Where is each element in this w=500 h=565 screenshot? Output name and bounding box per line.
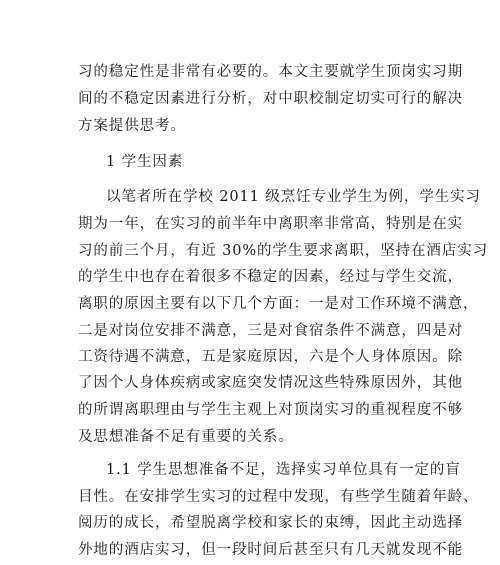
paragraph-line: 及思想准备不足有重要的关系。 [78, 429, 294, 445]
paragraph-line: 期为一年，在实习的前半年中离职率非常高，特别是在实 [78, 216, 463, 232]
paragraph-line: 二是对岗位安排不满意，三是对食宿条件不满意，四是对 [78, 323, 463, 339]
paragraph-line: 的学生中也存在着很多不稳定的因素，经过与学生交流， [78, 269, 463, 285]
paragraph-line: 习的稳定性是非常有必要的。本文主要就学生顶岗实习期 [78, 64, 463, 80]
paragraph-line: 习的前三个月，有近 30%的学生要求离职，坚持在酒店实习 [78, 243, 489, 259]
paragraph-line: 方案提供思考。 [78, 118, 186, 134]
paragraph-line: 目性。在安排学生实习的过程中发现，有些学生随着年龄、 [78, 489, 479, 505]
paragraph-line: 工资待遇不满意，五是家庭原因，六是个人身体原因。除 [78, 349, 463, 365]
paragraph-line: 间的不稳定因素进行分析，对中职校制定切实可行的解决 [78, 91, 463, 107]
section-heading: 1 学生因素 [106, 154, 184, 170]
paragraph-line: 的所谓离职理由与学生主观上对顶岗实习的重视程度不够 [78, 402, 463, 418]
paragraph-line: 以笔者所在学校 2011 级烹饪专业学生为例，学生实习 [106, 189, 481, 205]
paragraph-line: 阅历的成长，希望脱离学校和家长的束缚，因此主动选择 [78, 515, 463, 531]
paragraph-line: 了因个人身体疾病或家庭突发情况这些特殊原因外，其他 [78, 375, 463, 391]
subsection-heading-line: 1.1 学生思想准备不足，选择实习单位具有一定的盲 [106, 462, 461, 478]
paragraph-line: 外地的酒店实习，但一段时间后甚至只有几天就发现不能 [78, 542, 463, 558]
paragraph-line: 离职的原因主要有以下几个方面：一是对工作环境不满意， [78, 296, 479, 312]
